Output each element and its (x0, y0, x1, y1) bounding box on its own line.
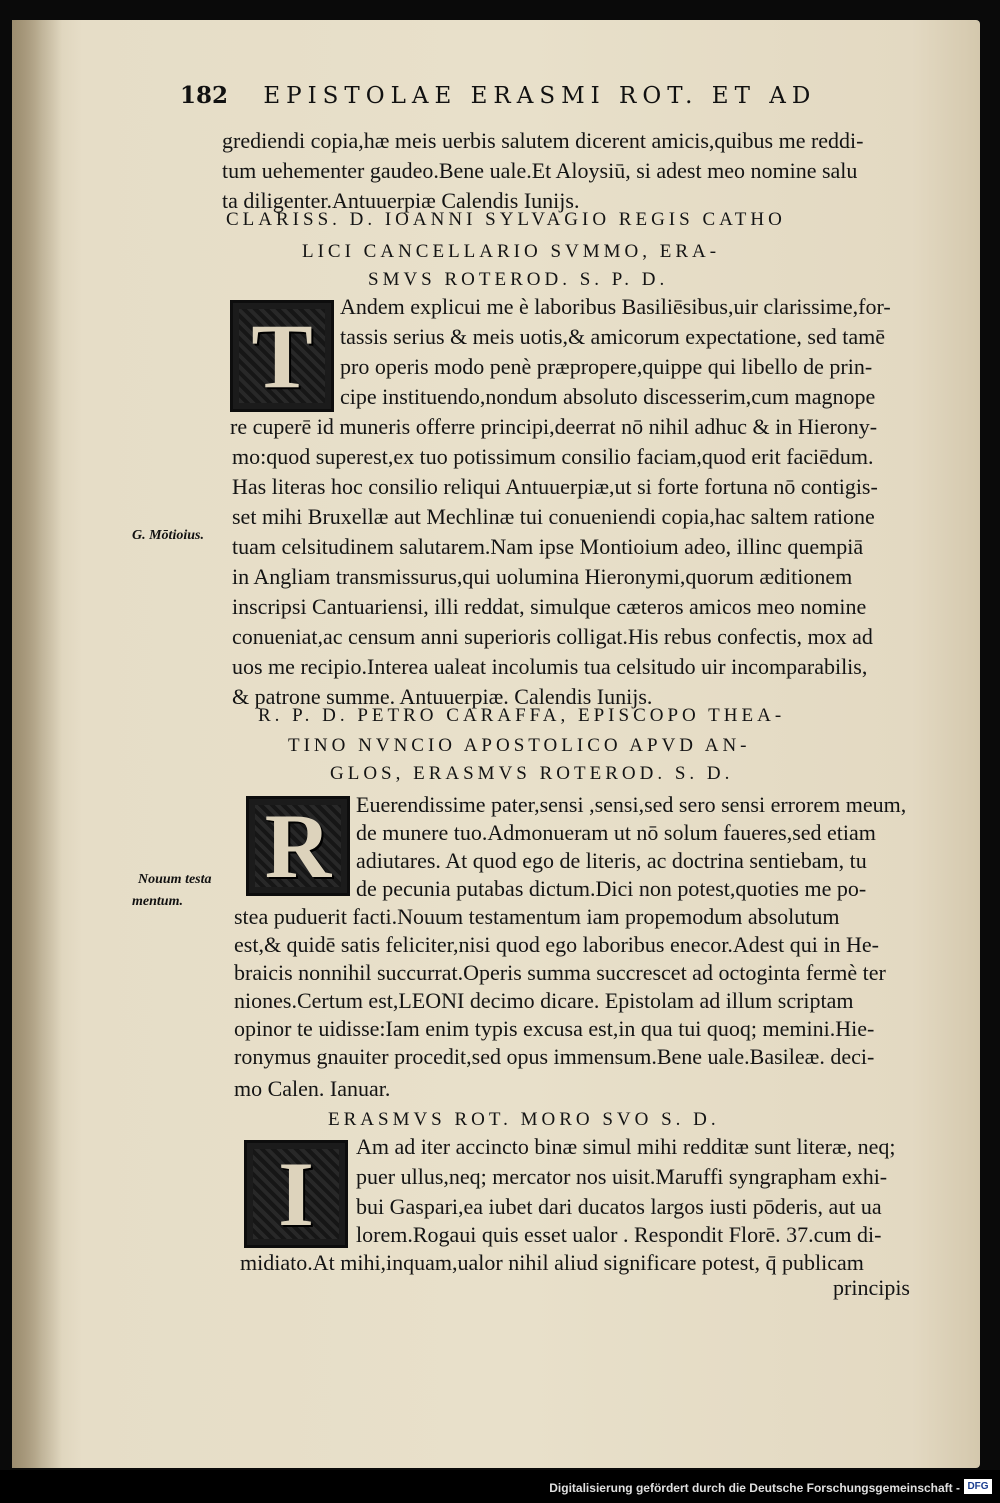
text-line: opinor te uidisse:Iam enim typis excusa est,in qua tui quoq; memini.Hie- (234, 1016, 875, 1041)
initial-letter: T (251, 305, 313, 407)
footer-credit: Digitalisierung gefördert durch die Deutsche Forschungsgemeinschaft - (549, 1481, 960, 1495)
text-line: Am ad iter accincto binæ simul mihi redditæ sunt literæ, neq; (356, 1134, 896, 1159)
text-line: inscripsi Cantuariensi, illi reddat, simulque cæteros amicos meo nomine (232, 594, 867, 619)
letter-heading: GLOS, ERASMVS ROTEROD. S. D. (330, 763, 734, 784)
text-line: & patrone summe. Antuuerpiæ. Calendis Iunijs. (232, 684, 653, 709)
text-line: tum uehementer gaudeo.Bene uale.Et Aloysiū, si adest meo nomine salu (222, 158, 858, 183)
text-line: Euerendissime pater,sensi ,sensi,sed sero sensi errorem meum, (356, 792, 907, 817)
letter-heading: LICI CANCELLARIO SVMMO, ERA- (302, 241, 721, 262)
decorated-initial (244, 1140, 348, 1248)
margin-note: G. Mōtioius. (132, 528, 204, 543)
text-line: re cuperē id muneris offerre principi,deerrat nō nihil adhuc & in Hierony- (230, 414, 878, 439)
text-line: uos me recipio.Interea ualeat incolumis tua celsitudo uir incomparabilis, (232, 654, 868, 679)
text-line: set mihi Bruxellæ aut Mechlinæ tui conueniendi copia,hac saltem ratione (232, 504, 875, 529)
text-line: cipe instituendo,nondum absoluto discesserim,cum magnope (340, 384, 876, 409)
initial-letter: R (264, 795, 332, 897)
text-line: de munere tuo.Admonueram ut nō solum faueres,sed etiam (356, 820, 876, 845)
text-line: est,& quidē satis feliciter,nisi quod ego laboribus enecor.Adest qui in He- (234, 932, 879, 957)
text-line: ta diligenter.Antuuerpiæ Calendis Iunijs. (222, 188, 580, 213)
letter-heading: SMVS ROTEROD. S. P. D. (368, 269, 669, 290)
text-line: midiato.At mihi,inquam,ualor nihil aliud significare potest, q̄ publicam (240, 1250, 864, 1275)
page-gutter-shadow (12, 20, 62, 1468)
running-head (180, 82, 920, 118)
text-line: bui Gaspari,ea iubet dari ducatos largos iusti pōderis, aut ua (356, 1194, 882, 1219)
margin-note: mentum. (132, 894, 183, 909)
text-line: Has literas hoc consilio reliqui Antuuerpiæ,ut si forte fortuna nō contigis- (232, 474, 878, 499)
decorated-initial (230, 300, 334, 412)
letter-heading: R. P. D. PETRO CARAFFA, EPISCOPO THEA- (258, 705, 786, 726)
text-line: mo Calen. Ianuar. (234, 1076, 391, 1101)
letter-heading: CLARISS. D. IOANNI SYLVAGIO REGIS CATHO (226, 209, 786, 230)
text-line: adiutares. At quod ego de literis, ac doctrina sentiebam, tu (356, 848, 867, 873)
text-line: niones.Certum est,LEONI decimo dicare. Epistolam ad illum scriptam (234, 988, 854, 1013)
text-line: puer ullus,neq; mercator nos uisit.Maruffi syngrapham exhi- (356, 1164, 888, 1189)
text-line: tuam celsitudinem salutarem.Nam ipse Montioium adeo, illinc quempiā (232, 534, 864, 559)
text-line: tassis serius & meis uotis,& amicorum expectatione, sed tamē (340, 324, 885, 349)
text-line: Andem explicui me è laboribus Basiliēsibus,uir clarissime,for- (340, 294, 891, 319)
initial-letter: I (278, 1143, 314, 1245)
text-line: conueniat,ac censum anni superioris colligat.His rebus confectis, mox ad (232, 624, 873, 649)
text-line: braicis nonnihil succurrat.Operis summa succrescet ad octoginta fermè ter (234, 960, 886, 985)
decorated-initial (246, 796, 350, 896)
footer-bar (0, 1470, 1000, 1503)
catchword: principis (833, 1275, 910, 1300)
text-line: mo:quod superest,ex tuo potissimum consilio faciam,quod erit faciēdum. (232, 444, 874, 469)
margin-note: Nouum testa (138, 872, 212, 887)
text-line: in Angliam transmissurus,qui uolumina Hieronymi,quorum æditionem (232, 564, 853, 589)
running-title: EPISTOLAE ERASMI ROT. ET AD (263, 83, 817, 109)
letter-heading: ERASMVS ROT. MORO SVO S. D. (328, 1109, 720, 1130)
text-line: lorem.Rogaui quis esset ualor . Respondit Florē. 37.cum di- (356, 1222, 882, 1247)
letter-heading: TINO NVNCIO APOSTOLICO APVD AN- (288, 735, 751, 756)
text-line: pro operis modo penè præpropere,quippe qui libello de prin- (340, 354, 873, 379)
dfg-logo: DFG (964, 1479, 992, 1494)
text-line: stea puduerit facti.Nouum testamentum iam propemodum absolutum (234, 904, 840, 929)
text-line: ronymus gnauiter procedit,sed opus immensum.Bene uale.Basileæ. deci- (234, 1044, 875, 1069)
page-number: 182 (180, 82, 229, 109)
text-line: grediendi copia,hæ meis uerbis salutem dicerent amicis,quibus me reddi- (222, 128, 864, 153)
text-line: de pecunia putabas dictum.Dici non potest,quoties me po- (356, 876, 867, 901)
